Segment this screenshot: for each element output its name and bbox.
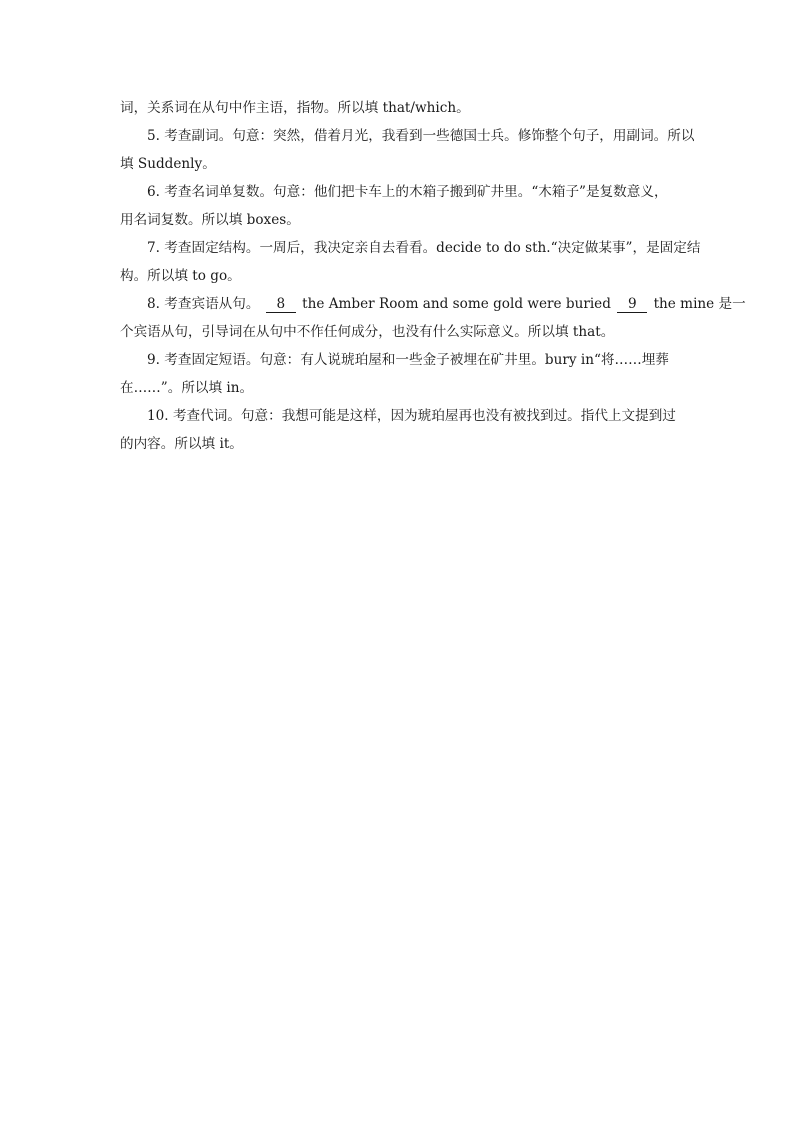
text-line-1: 词，关系词在从句中作主语，指物。所以填 that/which。 xyxy=(120,100,470,116)
item-9-line-1: 9. 考查固定短语。句意：有人说琥珀屋和一些金子被埋在矿井里。bury in“将……埋葬 xyxy=(147,352,669,368)
item-6-line-1: 6. 考查名词单复数。句意：他们把卡车上的木箱子搬到矿井里。“木箱子”是复数意义， xyxy=(147,184,668,200)
item-10-line-1: 10. 考查代词。句意：我想可能是这样，因为琥珀屋再也没有被找到过。指代上文提到过 xyxy=(147,408,676,424)
item-7-line-2: 构。所以填 to go。 xyxy=(120,268,241,284)
item-5-line-1: 5. 考查副词。句意：突然，借着月光，我看到一些德国士兵。修饰整个句子，用副词。所以 xyxy=(147,128,695,144)
blank-9: 9 xyxy=(617,297,647,313)
item-8-line-2: 个宾语从句，引导词在从句中不作任何成分，也没有什么实际意义。所以填 that。 xyxy=(120,324,615,340)
item-8-line-1 xyxy=(120,290,746,318)
item-7-line-1: 7. 考查固定结构。一周后，我决定亲自去看看。decide to do sth.“决定做某事”，是固定结 xyxy=(147,240,701,256)
blank-8: 8 xyxy=(266,297,296,313)
item-8-suffix: the mine 是一 xyxy=(653,296,746,312)
item-8-middle: the Amber Room and some gold were buried xyxy=(302,296,611,312)
item-6-line-2: 用名词复数。所以填 boxes。 xyxy=(120,212,300,228)
item-9-line-2: 在……”。所以填 in。 xyxy=(120,380,254,396)
item-5-line-2: 填 Suddenly。 xyxy=(120,156,216,172)
item-10-line-2: 的内容。所以填 it。 xyxy=(120,436,243,452)
answer-explanations xyxy=(120,94,746,458)
item-8-prefix: 8. 考查宾语从句。 xyxy=(147,296,260,312)
